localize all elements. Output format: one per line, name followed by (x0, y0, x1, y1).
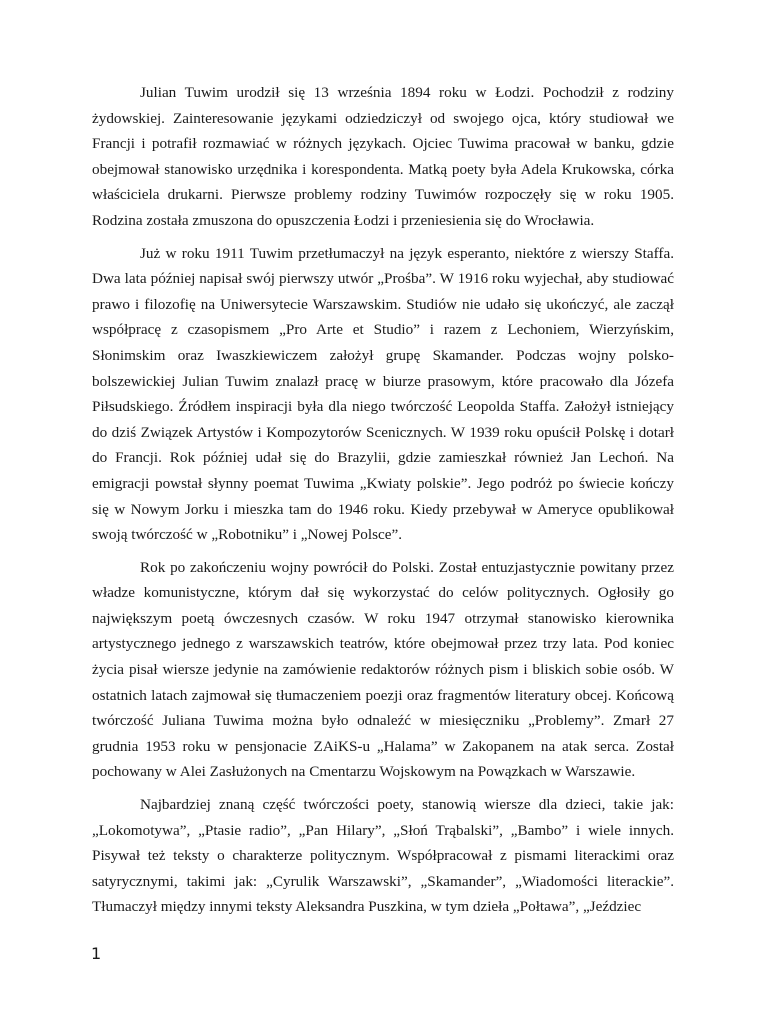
paragraph-1: Julian Tuwim urodził się 13 września 1894 roku w Łodzi. Pochodził z rodziny żydowskiej. Zainteresowanie językami odziedziczył od swojego ojca, który studiował we Francji i potrafił rozmawiać w różnych językach. Ojciec Tuwima pracował w banku, gdzie obejmował stanowisko urzędnika i korespondenta. Matką poety była Adela Krukowska, córka właściciela drukarni. Pierwsze problemy rodziny Tuwimów rozpoczęły się w roku 1905. Rodzina została zmuszona do opuszczenia Łodzi i przeniesienia się do Wrocławia. (92, 84, 674, 229)
paragraph-3: Rok po zakończeniu wojny powrócił do Polski. Został entuzjastycznie powitany przez władze komunistyczne, którym dał się wykorzystać do celów politycznych. Ogłosiły go największym poetą ówczesnych czasów. W roku 1947 otrzymał stanowisko kierownika artystycznego jednego z warszawskich teatrów, które obejmował przez trzy lata. Pod koniec życia pisał wiersze jedynie na zamówienie redaktorów różnych pism i bliskich sobie osób. W ostatnich latach zajmował się tłumaczeniem poezji oraz fragmentów literatury obcej. Końcową twórczość Juliana Tuwima można było odnaleźć w miesięczniku „Problemy”. Zmarł 27 grudnia 1953 roku w pensjonacie ZAiKS-u „Halama” w Zakopanem na atak serca. Został pochowany w Alei Zasłużonych na Cmentarzu Wojskowym na Powązkach w Warszawie. (92, 558, 674, 781)
paragraph-4: Najbardziej znaną część twórczości poety, stanowią wiersze dla dzieci, takie jak: „Lokomotywa”, „Ptasie radio”, „Pan Hilary”, „Słoń Trąbalski”, „Bambo” i wiele innych. Pisywał też teksty o charakterze politycznym. Współpracował z pismami literackimi oraz satyrycznymi, takimi jak: „Cyrulik Warszawski”, „Skamander”, „Wiadomości literackie”. Tłumaczył między innymi teksty Aleksandra Puszkina, w tym dzieła „Połtawa”, „Jeździec (92, 796, 674, 916)
document-body (92, 80, 674, 927)
page-number: 1 (91, 944, 102, 963)
paragraph-2: Już w roku 1911 Tuwim przetłumaczył na język esperanto, niektóre z wierszy Staffa. Dwa lata później napisał swój pierwszy utwór „Prośba”. W 1916 roku wyjechał, aby studiować prawo i filozofię na Uniwersytecie Warszawskim. Studiów nie udało się ukończyć, ale zaczął współpracę z czasopismem „Pro Arte et Studio” i razem z Lechoniem, Wierzyńskim, Słonimskim oraz Iwaszkiewiczem założył grupę Skamander. Podczas wojny polsko-bolszewickiej Julian Tuwim znalazł pracę w biurze prasowym, które pracowało dla Józefa Piłsudskiego. Źródłem inspiracji była dla niego twórczość Leopolda Staffa. Założył istniejący do dziś Związek Artystów i Kompozytorów Scenicznych. W 1939 roku opuścił Polskę i dotarł do Francji. Rok później udał się do Brazylii, gdzie zamieszkał również Jan Lechoń. Na emigracji powstał słynny poemat Tuwima „Kwiaty polskie”. Jego podróż po świecie kończy się w Nowym Jorku i mieszka tam do 1946 roku. Kiedy przebywał w Ameryce opublikował swoją twórczość w „Robotniku” i „Nowej Polsce”. (92, 244, 674, 544)
